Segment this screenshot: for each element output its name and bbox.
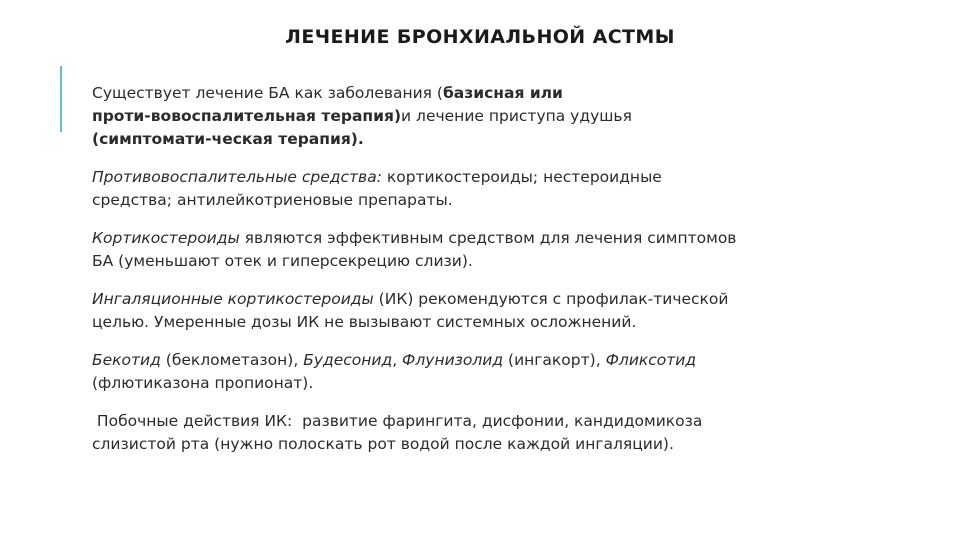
text-line <box>92 349 852 372</box>
italic-text: Противовоспалительные средства: <box>92 168 382 186</box>
text-line <box>92 128 852 151</box>
text-run: и лечение приступа удушья <box>401 107 632 125</box>
text-line <box>92 288 852 311</box>
italic-text: Будесонид <box>303 351 393 369</box>
text-line <box>92 189 852 212</box>
text-run: Побочные действия ИК: развитие фарингита, дисфонии, кандидомикоза <box>92 412 703 430</box>
bold-text: базисная или <box>442 84 563 102</box>
text-line <box>92 433 852 456</box>
paragraph-antiinflammatory <box>92 166 852 212</box>
text-line <box>92 227 852 250</box>
italic-text: Кортикостероиды <box>92 229 240 247</box>
text-line <box>92 82 852 105</box>
slide-title: ЛЕЧЕНИЕ БРОНХИАЛЬНОЙ АСТМЫ <box>285 26 675 48</box>
text-run: (флютиказона пропионат). <box>92 374 314 392</box>
italic-text: Ингаляционные кортикостероиды <box>92 290 374 308</box>
paragraph-treatment-types <box>92 82 852 151</box>
text-run: (беклометазон), <box>160 351 304 369</box>
italic-text: Фликсотид <box>605 351 697 369</box>
italic-text: Бекотид <box>92 351 161 369</box>
text-run: Существует лечение БА как заболевания ( <box>92 84 443 102</box>
text-run: целью. Умеренные дозы ИК не вызывают системных осложнений. <box>92 313 637 331</box>
text-line <box>92 410 852 433</box>
text-line <box>92 250 852 273</box>
paragraph-side-effects <box>92 410 852 456</box>
bold-text: (симптомати-ческая терапия). <box>92 130 364 148</box>
text-line <box>92 166 852 189</box>
text-line <box>92 372 852 395</box>
accent-bar <box>60 66 62 132</box>
text-run: слизистой рта (нужно полоскать рот водой после каждой ингаляции). <box>92 435 674 453</box>
paragraph-corticosteroids <box>92 227 852 273</box>
text-run: средства; антилейкотриеновые препараты. <box>92 191 453 209</box>
paragraph-inhaled-corticosteroids <box>92 288 852 334</box>
text-run: являются эффективным средством для лечения симптомов <box>239 229 737 247</box>
italic-text: Флунизолид <box>402 351 504 369</box>
text-run: (ИК) рекомендуются с профилак-тической <box>373 290 729 308</box>
text-run: (ингакорт), <box>503 351 606 369</box>
text-run: БА (уменьшают отек и гиперсекрецию слизи). <box>92 252 473 270</box>
text-line <box>92 311 852 334</box>
slide-body <box>92 82 852 471</box>
text-run: , <box>392 351 403 369</box>
text-run: кортикостероиды; нестероидные <box>381 168 662 186</box>
paragraph-drug-names <box>92 349 852 395</box>
bold-text: проти-вовоспалительная терапия) <box>92 107 402 125</box>
text-line <box>92 105 852 128</box>
